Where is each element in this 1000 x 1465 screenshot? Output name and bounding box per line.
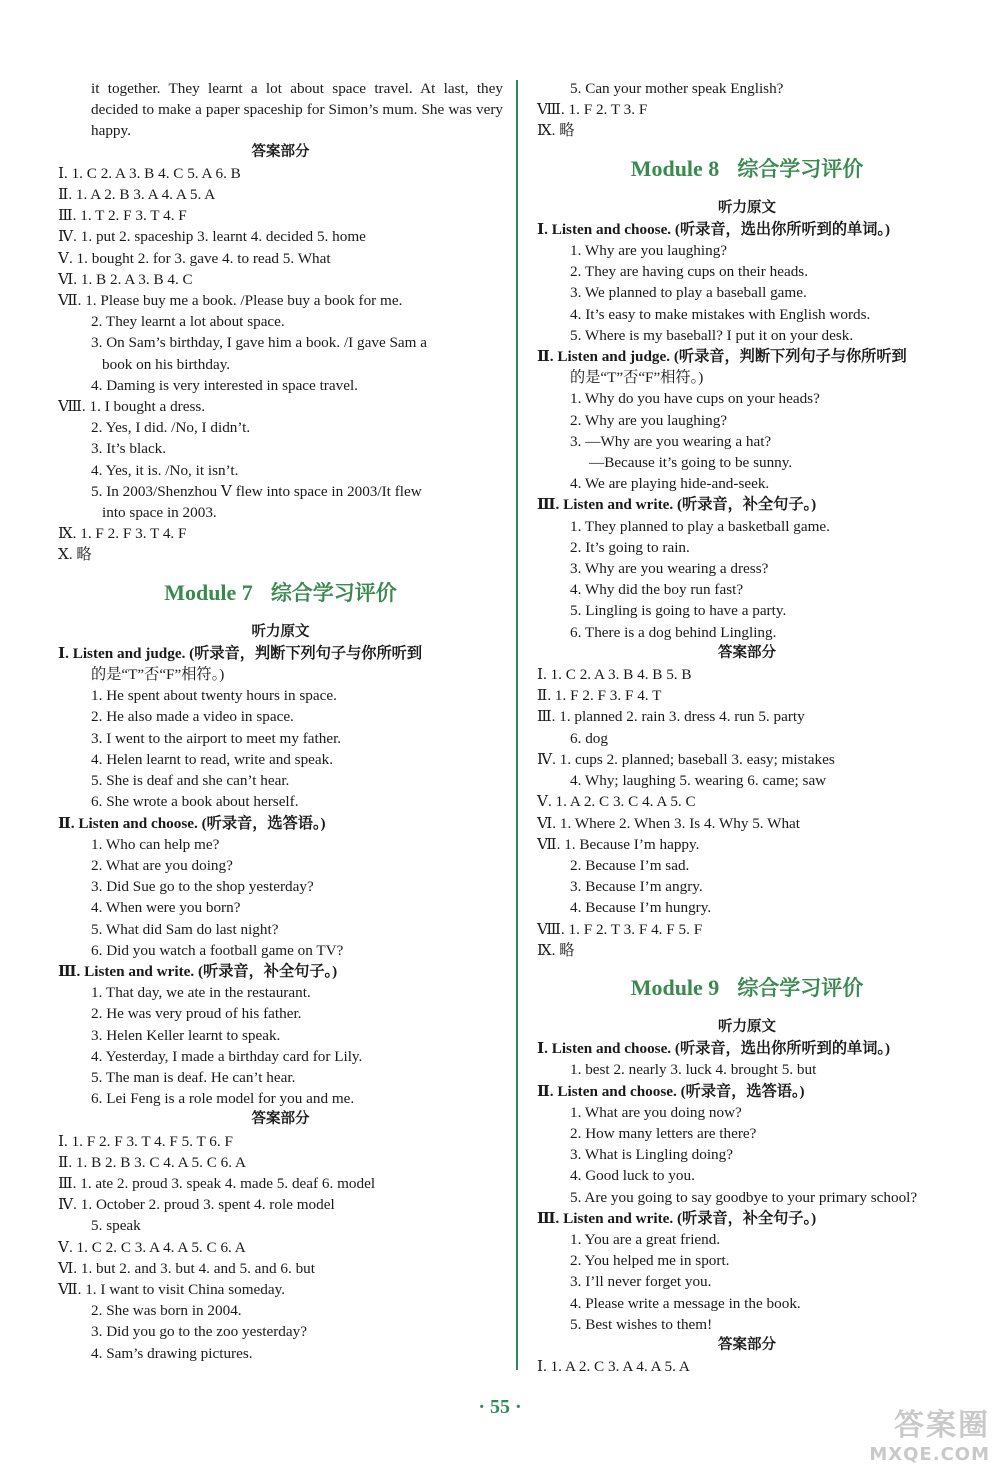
text-line: 1. That day, we ate in the restaurant. xyxy=(91,984,311,1002)
text-line: 1. Why are you laughing? xyxy=(570,242,728,260)
text-line: 1. They planned to play a basketball game. xyxy=(570,517,830,535)
text-line: 2. Because I’m sad. xyxy=(570,856,690,874)
module-heading xyxy=(537,973,957,1003)
text-line: 2. Yes, I did. /No, I didn’t. xyxy=(91,419,251,437)
watermark-text: 答案圈 xyxy=(894,1408,990,1443)
watermark-url: MXQE.COM xyxy=(869,1444,990,1465)
text-line: Ⅸ. 略 xyxy=(537,941,575,959)
text-line: 3. Did you go to the zoo yesterday? xyxy=(91,1323,307,1341)
text-line: 4. Helen learnt to read, write and speak. xyxy=(91,750,334,768)
text-line: 2. Why are you laughing? xyxy=(570,411,728,429)
text-line: 6. There is a dog behind Lingling. xyxy=(570,623,777,641)
text-line: Ⅴ. 1. C 2. C 3. A 4. A 5. C 6. A xyxy=(58,1238,246,1256)
text-line: 的是“T”否“F”相符。) xyxy=(91,666,225,684)
text-line: 2. It’s going to rain. xyxy=(570,538,690,556)
text-line: Ⅱ. 1. B 2. B 3. C 4. A 5. C 6. A xyxy=(58,1153,246,1171)
text-line: 3. It’s black. xyxy=(91,440,167,458)
text-line: 5. Where is my baseball? I put it on your desk. xyxy=(570,326,854,344)
text-line: book on his birthday. xyxy=(102,355,231,373)
text-line: 4. When were you born? xyxy=(91,899,241,917)
module-title: Module 9 xyxy=(630,974,720,1000)
text-line: Ⅱ. Listen and choose. (听录音，选答语。) xyxy=(537,1082,805,1100)
module-subtitle: 综合学习评价 xyxy=(737,975,864,1000)
text-line: Ⅵ. 1. B 2. A 3. B 4. C xyxy=(58,270,193,288)
module-title: Module 8 xyxy=(630,155,720,181)
text-line: Ⅷ. 1. F 2. T 3. F xyxy=(537,101,648,119)
text-line: 3. On Sam’s birthday, I gave him a book. /I gave Sam a xyxy=(91,334,428,352)
text-line: 6. dog xyxy=(570,729,608,747)
watermark-logo xyxy=(810,1400,990,1465)
text-line: 5. Lingling is going to have a party. xyxy=(570,602,787,620)
text-line: 5. The man is deaf. He can’t hear. xyxy=(91,1068,296,1086)
text-line: 4. Sam’s drawing pictures. xyxy=(91,1344,253,1362)
section-heading: 听力原文 xyxy=(718,1018,776,1035)
text-line: 3. —Why are you wearing a hat? xyxy=(570,432,772,450)
text-line: 4. Daming is very interested in space travel. xyxy=(91,376,358,394)
text-line: 4. Because I’m hungry. xyxy=(570,899,712,917)
text-line: Ⅱ. Listen and choose. (听录音，选答语。) xyxy=(58,814,326,832)
module-subtitle: 综合学习评价 xyxy=(737,156,864,181)
text-line: 4. Yesterday, I made a birthday card for Lily. xyxy=(91,1047,363,1065)
text-line: 2. They are having cups on their heads. xyxy=(570,263,809,281)
text-line: into space in 2003. xyxy=(102,504,217,522)
section-heading: 答案部分 xyxy=(718,1336,776,1353)
text-line: 5. She is deaf and she can’t hear. xyxy=(91,772,290,790)
text-line: Ⅲ. Listen and write. (听录音，补全句子。) xyxy=(537,496,817,514)
text-line: 4. Why did the boy run fast? xyxy=(570,581,744,599)
module-title: Module 7 xyxy=(164,579,253,605)
text-line: —Because it’s going to be sunny. xyxy=(589,454,793,472)
text-line: 1. Why do you have cups on your heads? xyxy=(570,390,820,408)
text-line: 4. Yes, it is. /No, it isn’t. xyxy=(91,461,239,479)
text-line: 1. Who can help me? xyxy=(91,835,220,853)
text-line: Ⅲ. 1. ate 2. proud 3. speak 4. made 5. deaf 6. model xyxy=(58,1174,376,1192)
text-line: Ⅹ. 略 xyxy=(58,546,92,564)
text-line: Ⅰ. Listen and judge. (听录音，判断下列句子与你所听到 xyxy=(58,644,423,662)
module-heading xyxy=(58,578,503,608)
left-column xyxy=(58,78,503,1364)
text-line: Ⅲ. Listen and write. (听录音，补全句子。) xyxy=(537,1209,817,1227)
section-heading: 答案部分 xyxy=(718,644,776,661)
text-line: 5. Are you going to say goodbye to your primary school? xyxy=(570,1188,918,1206)
text-line: Ⅳ. 1. October 2. proud 3. spent 4. role model xyxy=(58,1196,335,1214)
text-line: Ⅲ. 1. planned 2. rain 3. dress 4. run 5. party xyxy=(537,708,805,726)
text-line: 3. I’ll never forget you. xyxy=(570,1273,712,1291)
text-line: Ⅲ. 1. T 2. F 3. T 4. F xyxy=(58,207,187,225)
text-line: 3. Did Sue go to the shop yesterday? xyxy=(91,878,314,896)
text-line: Ⅰ. 1. C 2. A 3. B 4. B 5. B xyxy=(537,666,692,684)
text-line: Ⅷ. 1. F 2. T 3. F 4. F 5. F xyxy=(537,920,703,938)
text-line: 2. What are you doing? xyxy=(91,856,233,874)
text-line: Ⅴ. 1. bought 2. for 3. gave 4. to read 5. What xyxy=(58,249,331,267)
text-line: 3. We planned to play a baseball game. xyxy=(570,284,807,302)
module-heading xyxy=(537,154,957,184)
text-line: 6. Lei Feng is a role model for you and me. xyxy=(91,1090,355,1108)
module-subtitle: 综合学习评价 xyxy=(270,580,397,605)
text-line: 2. He also made a video in space. xyxy=(91,708,294,726)
text-line: 4. We are playing hide-and-seek. xyxy=(570,475,770,493)
text-line: 6. She wrote a book about herself. xyxy=(91,793,299,811)
right-column xyxy=(537,78,957,1377)
text-line: 2. How many letters are there? xyxy=(570,1124,757,1142)
text-line: 3. Because I’m angry. xyxy=(570,878,703,896)
text-line: Ⅳ. 1. put 2. spaceship 3. learnt 4. decided 5. home xyxy=(58,228,366,246)
text-line: Ⅱ. 1. A 2. B 3. A 4. A 5. A xyxy=(58,186,216,204)
section-heading: 答案部分 xyxy=(251,1111,310,1128)
text-line: 3. Helen Keller learnt to speak. xyxy=(91,1026,281,1044)
text-line: Ⅰ. Listen and choose. (听录音，选出你所听到的单词。) xyxy=(537,1040,891,1058)
text-line: 2. She was born in 2004. xyxy=(91,1302,242,1320)
text-line: 3. Why are you wearing a dress? xyxy=(570,560,769,578)
text-line: 2. They learnt a lot about space. xyxy=(91,313,285,331)
text-line: 1. What are you doing now? xyxy=(570,1103,742,1121)
text-line: 4. Please write a message in the book. xyxy=(570,1294,801,1312)
text-line: 1. He spent about twenty hours in space. xyxy=(91,687,337,705)
text-line: Ⅶ. 1. Please buy me a book. /Please buy a book for me. xyxy=(58,292,403,310)
text-line: 3. I went to the airport to meet my father. xyxy=(91,729,342,747)
text-line: Ⅸ. 1. F 2. F 3. T 4. F xyxy=(58,525,187,543)
text-line: Ⅴ. 1. A 2. C 3. C 4. A 5. C xyxy=(537,793,696,811)
text-line: 5. In 2003/Shenzhou Ⅴ flew into space in 2003/It flew xyxy=(91,482,422,500)
text-line: Ⅵ. 1. Where 2. When 3. Is 4. Why 5. What xyxy=(537,814,801,832)
text-line: Ⅱ. Listen and judge. (听录音，判断下列句子与你所听到 xyxy=(537,348,907,366)
section-heading: 听力原文 xyxy=(251,623,310,640)
text-line: Ⅲ. Listen and write. (听录音，补全句子。) xyxy=(58,962,338,980)
text-line: 4. Why; laughing 5. wearing 6. came; saw xyxy=(570,772,827,790)
text-line: 5. What did Sam do last night? xyxy=(91,920,279,938)
text-line: 6. Did you watch a football game on TV? xyxy=(91,941,344,959)
text-line: Ⅸ. 略 xyxy=(537,122,575,140)
text-line: Ⅰ. 1. C 2. A 3. B 4. C 5. A 6. B xyxy=(58,164,241,182)
text-line: 4. It’s easy to make mistakes with English words. xyxy=(570,305,871,323)
text-line: Ⅰ. 1. A 2. C 3. A 4. A 5. A xyxy=(537,1358,690,1376)
text-line: Ⅳ. 1. cups 2. planned; baseball 3. easy; mistakes xyxy=(537,750,835,768)
section-heading: 听力原文 xyxy=(718,199,776,216)
page-number: · 55 · xyxy=(478,1396,522,1418)
section-heading: 答案部分 xyxy=(251,143,310,160)
text-line: Ⅷ. 1. I bought a dress. xyxy=(58,398,206,416)
text-line: 5. Best wishes to them! xyxy=(570,1315,713,1333)
text-line: Ⅶ. 1. I want to visit China someday. xyxy=(58,1280,285,1298)
text-line: 2. He was very proud of his father. xyxy=(91,1005,302,1023)
text-line: it together. They learnt a lot about space travel. At last, they decided to make a paper spaceship for Simon’s mum. She was very happy. xyxy=(91,80,503,140)
text-line: 4. Good luck to you. xyxy=(570,1167,695,1185)
text-line: Ⅶ. 1. Because I’m happy. xyxy=(537,835,700,853)
text-line: 1. best 2. nearly 3. luck 4. brought 5. but xyxy=(570,1061,817,1079)
text-line: Ⅰ. Listen and choose. (听录音，选出你所听到的单词。) xyxy=(537,220,891,238)
text-line: Ⅱ. 1. F 2. F 3. F 4. T xyxy=(537,687,662,705)
text-line: 2. You helped me in sport. xyxy=(570,1252,730,1270)
text-line: Ⅵ. 1. but 2. and 3. but 4. and 5. and 6. but xyxy=(58,1259,315,1277)
text-line: 3. What is Lingling doing? xyxy=(570,1146,733,1164)
text-line: 的是“T”否“F”相符。) xyxy=(570,369,704,387)
text-line: 1. You are a great friend. xyxy=(570,1230,721,1248)
text-line: Ⅰ. 1. F 2. F 3. T 4. F 5. T 6. F xyxy=(58,1132,233,1150)
text-line: 5. Can your mother speak English? xyxy=(570,80,784,97)
text-line: 5. speak xyxy=(91,1217,141,1235)
column-divider xyxy=(516,80,518,1370)
